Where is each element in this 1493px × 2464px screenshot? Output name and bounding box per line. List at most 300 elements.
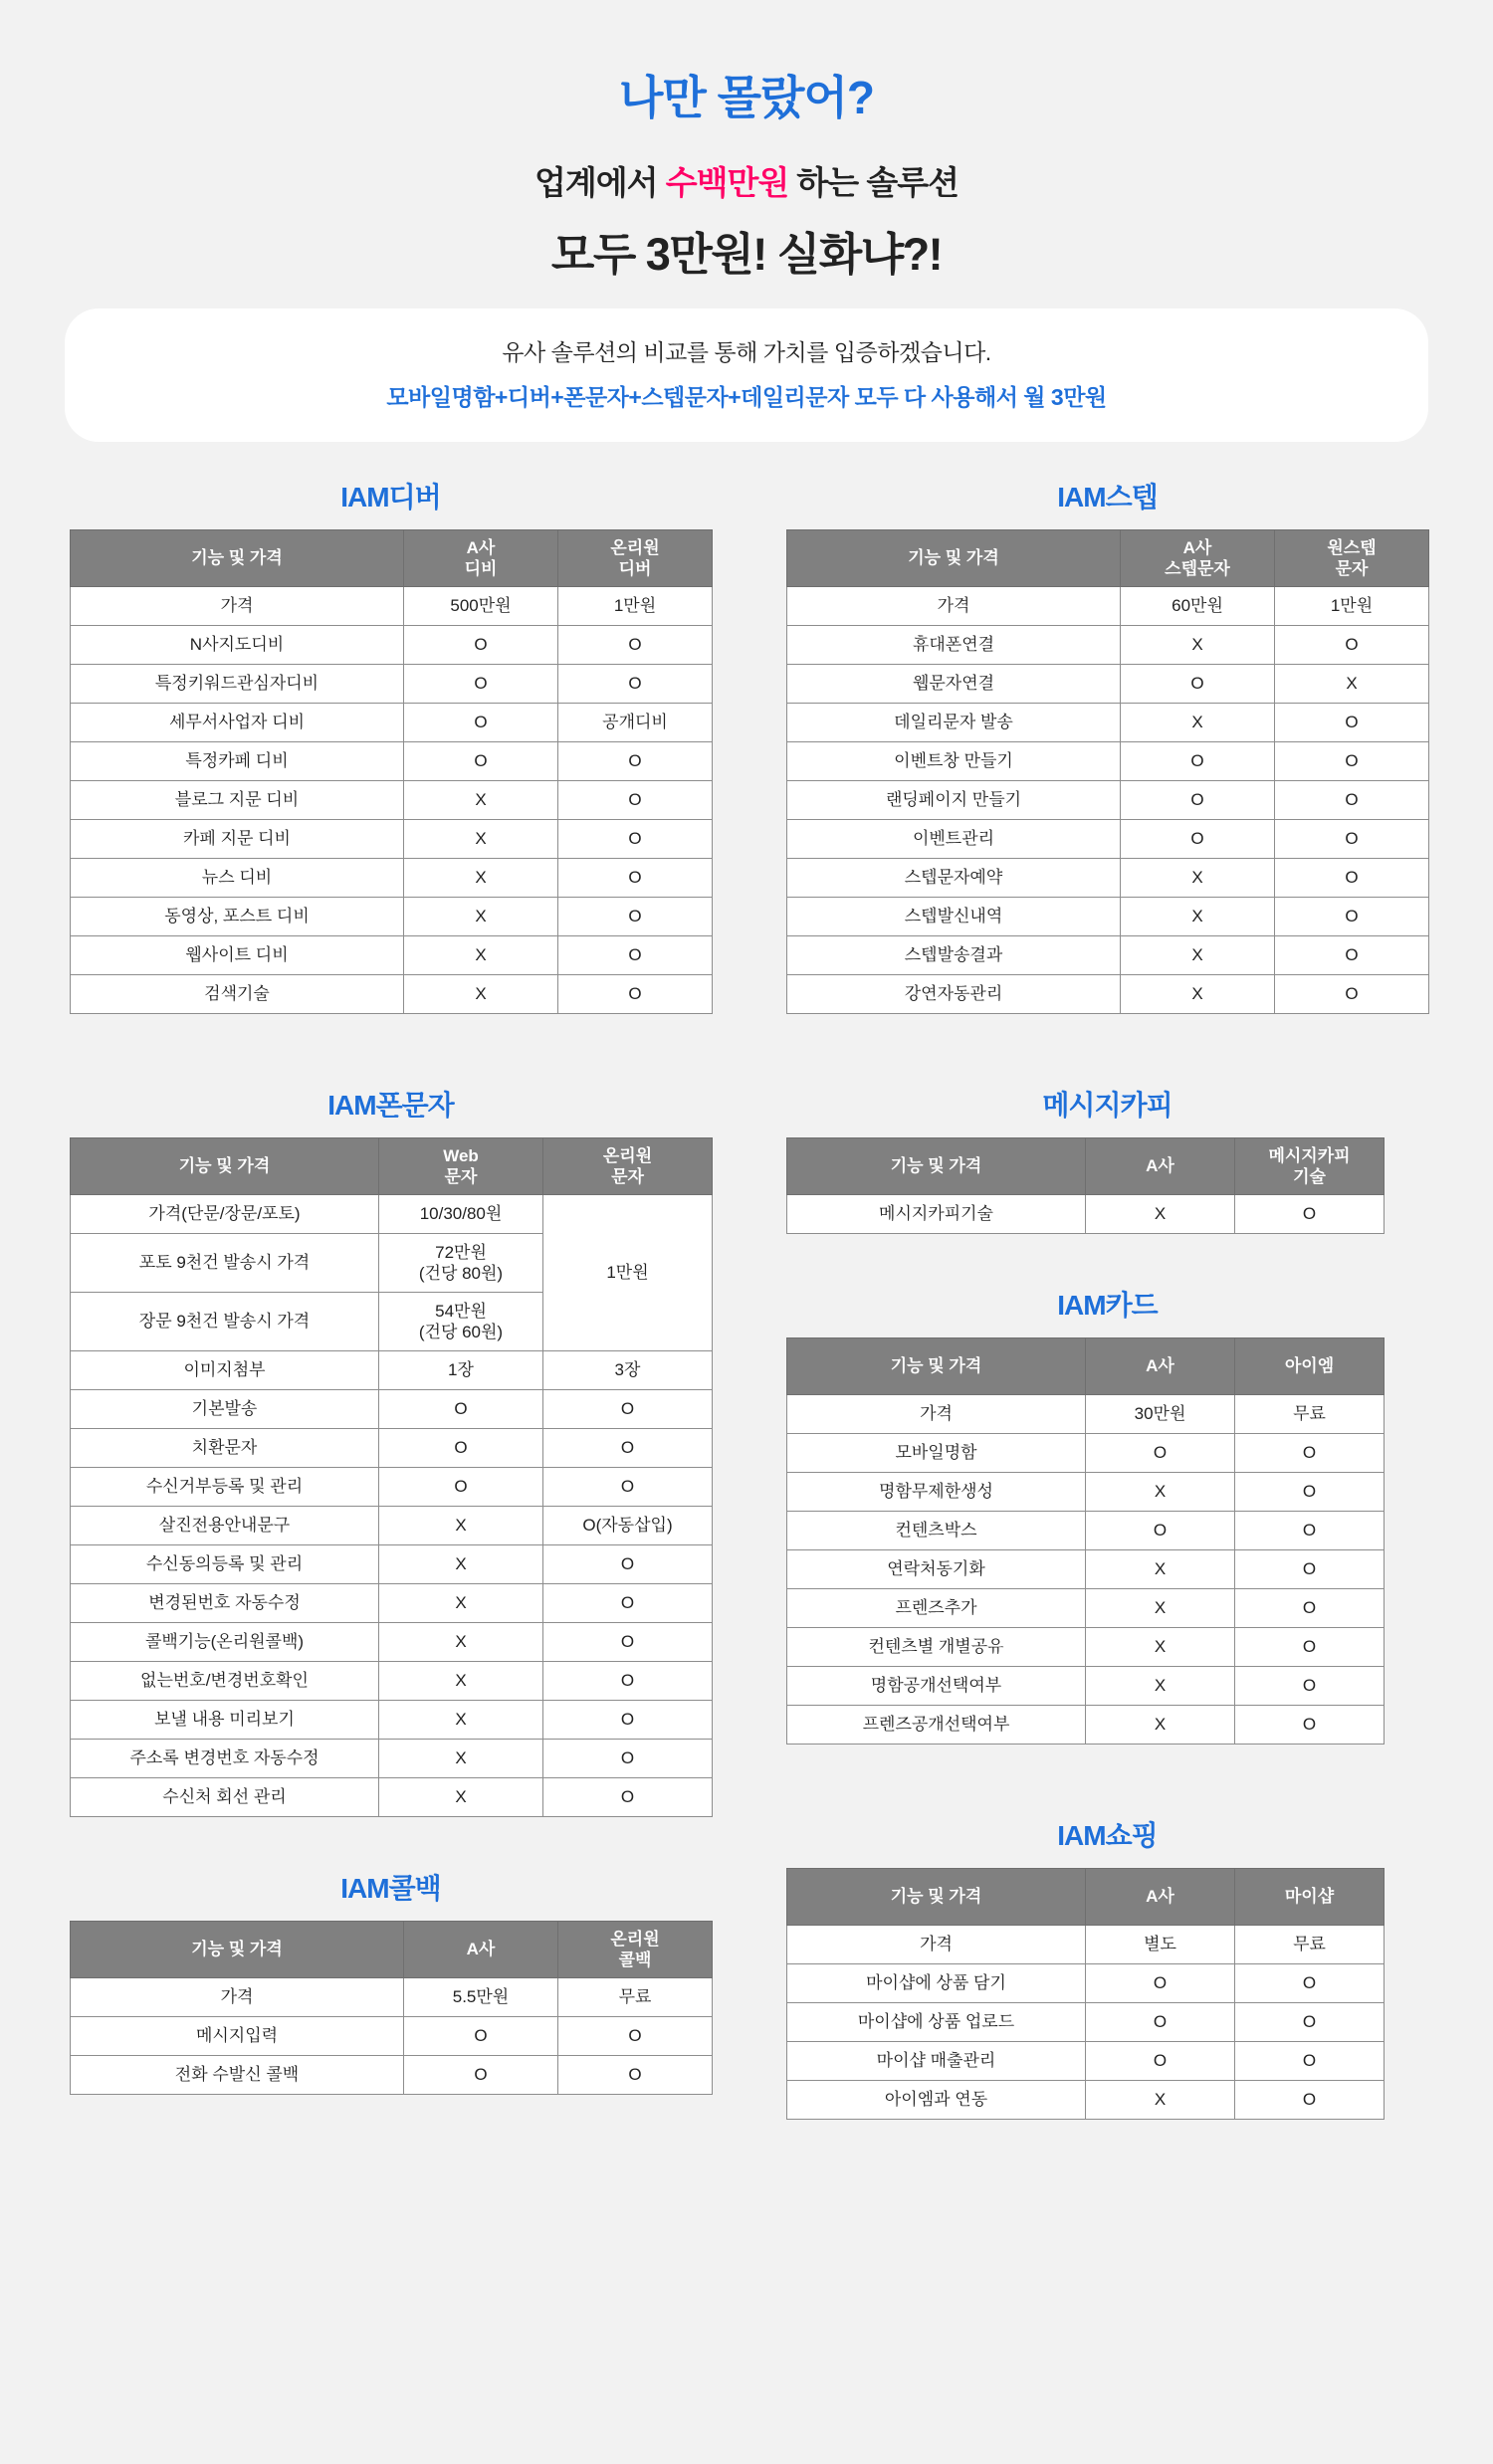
table-row — [787, 898, 1429, 936]
col-header-competitor-l2: 디비 — [464, 559, 498, 578]
col-header-feature — [787, 1338, 1086, 1395]
col-header-feature-l1: 기능 및 가격 — [890, 1156, 982, 1176]
cell-ours: O — [1235, 1195, 1385, 1234]
row-label: 가격 — [71, 1978, 404, 2017]
table-row — [787, 1195, 1385, 1234]
cell-competitor: X — [379, 1623, 543, 1662]
cell-competitor: X — [404, 820, 558, 859]
table-row — [71, 1351, 713, 1390]
table-row — [787, 781, 1429, 820]
cell-ours-merged-price: 1만원 — [543, 1195, 713, 1351]
table-row — [71, 1545, 713, 1584]
headline-secondary-pre: 업계에서 — [534, 164, 666, 201]
cell-competitor: X — [1086, 1589, 1235, 1628]
col-header-competitor-l1: A사 — [1182, 537, 1212, 557]
cell-ours: O — [558, 781, 713, 820]
cell-ours: 무료 — [558, 1978, 713, 2017]
cell-competitor: X — [379, 1740, 543, 1778]
table-row — [71, 1429, 713, 1468]
row-label: 메시지입력 — [71, 2017, 404, 2056]
row-label: 컨텐츠별 개별공유 — [787, 1628, 1086, 1667]
table-row — [71, 859, 713, 898]
row-label: 블로그 지문 디비 — [71, 781, 404, 820]
cell-ours: O — [1275, 936, 1429, 975]
row-label: N사지도디비 — [71, 626, 404, 665]
table-header-row — [71, 530, 713, 587]
col-header-feature — [787, 1138, 1086, 1195]
cell-ours: O — [558, 2017, 713, 2056]
table-row — [71, 665, 713, 704]
cell-competitor: X — [404, 898, 558, 936]
table-message-copy — [786, 1137, 1385, 1234]
row-label: 프렌즈추가 — [787, 1589, 1086, 1628]
block-title-diver: IAM디버 — [340, 482, 441, 513]
cell-competitor: O — [1086, 2003, 1235, 2042]
cell-ours: O — [558, 936, 713, 975]
cell-competitor: X — [404, 975, 558, 1014]
cell-ours: O — [558, 975, 713, 1014]
row-label: 연락처동기화 — [787, 1550, 1086, 1589]
table-row — [71, 1390, 713, 1429]
table-row — [787, 859, 1429, 898]
col-header-ours — [1235, 1138, 1385, 1195]
row-label: 없는번호/변경번호확인 — [71, 1662, 379, 1701]
col-header-ours-l1: 온리원 — [610, 1929, 660, 1949]
col-header-ours-l2: 문자 — [1335, 559, 1369, 578]
cell-competitor: O — [404, 742, 558, 781]
table-header-row — [787, 1138, 1385, 1195]
cell-competitor: O — [379, 1390, 543, 1429]
cell-ours: O — [1275, 742, 1429, 781]
row-label: 동영상, 포스트 디비 — [71, 898, 404, 936]
table-header-row — [71, 1922, 713, 1978]
cell-competitor: X — [379, 1778, 543, 1817]
row-label: 휴대폰연결 — [787, 626, 1121, 665]
cell-competitor: 별도 — [1086, 1926, 1235, 1964]
table-row — [787, 975, 1429, 1014]
cell-ours: O — [543, 1584, 713, 1623]
row-label: 이미지첨부 — [71, 1351, 379, 1390]
cell-ours: 무료 — [1235, 1395, 1385, 1434]
cell-competitor: X — [404, 859, 558, 898]
col-header-competitor-l1: Web — [443, 1145, 479, 1165]
row-label: 세무서사업자 디비 — [71, 704, 404, 742]
cell-competitor: X — [1086, 1628, 1235, 1667]
cell-competitor: X — [404, 936, 558, 975]
headline-secondary — [0, 157, 1493, 204]
block-phone — [70, 1084, 712, 1817]
cell-ours: O — [558, 2056, 713, 2095]
col-header-competitor — [404, 530, 558, 587]
row-label: 특정카페 디비 — [71, 742, 404, 781]
col-header-feature-l1: 기능 및 가격 — [890, 1887, 982, 1907]
cell-ours: O — [1235, 1628, 1385, 1667]
row-label: 마이샵에 상품 담기 — [787, 1964, 1086, 2003]
cell-ours: O — [1275, 859, 1429, 898]
table-row — [787, 1512, 1385, 1550]
table-row — [787, 2042, 1385, 2081]
cell-ours: O — [1235, 1550, 1385, 1589]
cell-ours: O — [558, 742, 713, 781]
col-header-ours — [558, 530, 713, 587]
table-phone — [70, 1137, 713, 1817]
table-row — [787, 1964, 1385, 2003]
cell-competitor: X — [1086, 1667, 1235, 1706]
table-row — [71, 626, 713, 665]
table-row — [71, 1740, 713, 1778]
col-header-ours — [543, 1138, 713, 1195]
cell-competitor: O — [1121, 665, 1275, 704]
col-header-competitor — [404, 1922, 558, 1978]
table-shop — [786, 1868, 1385, 2120]
cell-ours: O — [1235, 1434, 1385, 1473]
row-label: 스텝문자예약 — [787, 859, 1121, 898]
table-row — [787, 1473, 1385, 1512]
cell-competitor: X — [1086, 1195, 1235, 1234]
headline-tertiary: 모두 3만원! 실화냐?! — [550, 229, 943, 280]
block-callback — [70, 1867, 712, 2095]
row-label: 메시지카피기술 — [787, 1195, 1086, 1234]
row-label: 이벤트관리 — [787, 820, 1121, 859]
table-row — [71, 2017, 713, 2056]
cell-ours: O — [1235, 1589, 1385, 1628]
cell-ours: O — [543, 1468, 713, 1507]
col-header-competitor-l1: A사 — [1146, 1887, 1174, 1907]
table-row — [71, 898, 713, 936]
cell-ours: 3장 — [543, 1351, 713, 1390]
cell-competitor: O — [379, 1429, 543, 1468]
cell-competitor: O — [1086, 1512, 1235, 1550]
cell-competitor: O — [379, 1468, 543, 1507]
block-title-message-copy: 메시지카피 — [1042, 1090, 1173, 1121]
table-header-row — [787, 1869, 1385, 1926]
table-row — [71, 1701, 713, 1740]
row-label: 가격 — [787, 1395, 1086, 1434]
table-row — [71, 742, 713, 781]
cell-competitor: O — [1086, 1964, 1235, 2003]
row-label: 수신처 회선 관리 — [71, 1778, 379, 1817]
cell-competitor-l1: 54만원 — [435, 1301, 487, 1321]
row-label: 명함공개선택여부 — [787, 1667, 1086, 1706]
col-header-ours — [558, 1922, 713, 1978]
table-row — [71, 1468, 713, 1507]
row-label: 전화 수발신 콜백 — [71, 2056, 404, 2095]
cell-competitor: O — [404, 2017, 558, 2056]
headline-secondary-post: 하는 솔루션 — [788, 164, 959, 201]
table-row — [787, 742, 1429, 781]
cell-ours: O — [543, 1623, 713, 1662]
table-row — [71, 1662, 713, 1701]
cell-ours: O — [1235, 1512, 1385, 1550]
row-label: 명함무제한생성 — [787, 1473, 1086, 1512]
cell-ours: O — [1235, 1964, 1385, 2003]
cell-ours: O — [1235, 2003, 1385, 2042]
cell-ours: O — [558, 859, 713, 898]
col-header-competitor — [1086, 1869, 1235, 1926]
table-row — [787, 1550, 1385, 1589]
row-label: 카페 지문 디비 — [71, 820, 404, 859]
table-header-row — [787, 530, 1429, 587]
col-header-ours-l2: 디버 — [618, 559, 652, 578]
col-header-competitor-l2: 문자 — [444, 1167, 478, 1186]
cell-ours: O — [1275, 898, 1429, 936]
table-header-row — [71, 1138, 713, 1195]
note-line-1: 유사 솔루션의 비교를 통해 가치를 입증하겠습니다. — [502, 339, 991, 365]
cell-ours: O — [543, 1662, 713, 1701]
row-label: 랜딩페이지 만들기 — [787, 781, 1121, 820]
table-row — [71, 1778, 713, 1817]
cell-competitor: X — [404, 781, 558, 820]
row-label: 가격 — [71, 587, 404, 626]
col-header-feature — [71, 530, 404, 587]
cell-ours: O — [1275, 626, 1429, 665]
cell-competitor: O — [1121, 820, 1275, 859]
table-row — [787, 1434, 1385, 1473]
cell-ours: 1만원 — [558, 587, 713, 626]
row-label: 가격 — [787, 1926, 1086, 1964]
table-row — [71, 587, 713, 626]
block-title-phone: IAM폰문자 — [327, 1090, 454, 1121]
cell-competitor: X — [1086, 2081, 1235, 2120]
cell-competitor: O — [404, 665, 558, 704]
table-row — [787, 936, 1429, 975]
cell-competitor: X — [1086, 1550, 1235, 1589]
col-header-ours-l1: 온리원 — [610, 537, 660, 557]
col-header-feature-l1: 기능 및 가격 — [191, 1940, 283, 1959]
table-row — [71, 1507, 713, 1545]
cell-competitor: X — [1121, 898, 1275, 936]
table-row — [787, 2003, 1385, 2042]
block-diver — [70, 476, 712, 1014]
cell-competitor: X — [1121, 975, 1275, 1014]
row-label: 이벤트창 만들기 — [787, 742, 1121, 781]
cell-competitor: X — [1086, 1706, 1235, 1745]
row-label: 마이샵에 상품 업로드 — [787, 2003, 1086, 2042]
col-header-competitor — [379, 1138, 543, 1195]
row-label: 웹문자연결 — [787, 665, 1121, 704]
row-label: 콜백기능(온리원콜백) — [71, 1623, 379, 1662]
cell-ours: O — [558, 665, 713, 704]
cell-competitor: X — [379, 1701, 543, 1740]
cell-competitor: X — [379, 1507, 543, 1545]
table-row — [71, 781, 713, 820]
cell-competitor-l2: (건당 80원) — [418, 1264, 504, 1283]
cell-competitor: O — [404, 704, 558, 742]
cell-competitor: 1장 — [379, 1351, 543, 1390]
row-label: 아이엠과 연동 — [787, 2081, 1086, 2120]
cell-competitor: O — [404, 626, 558, 665]
block-title-shop: IAM쇼핑 — [1057, 1820, 1158, 1851]
table-callback — [70, 1921, 713, 2095]
col-header-feature — [787, 1869, 1086, 1926]
col-header-feature-l1: 기능 및 가격 — [178, 1156, 271, 1176]
cell-competitor: 10/30/80원 — [379, 1195, 543, 1234]
table-row — [71, 1195, 713, 1234]
cell-competitor-l1: 72만원 — [435, 1242, 487, 1262]
cell-ours: O — [1235, 1706, 1385, 1745]
cell-competitor: X — [379, 1545, 543, 1584]
col-header-ours — [1235, 1869, 1385, 1926]
table-row — [787, 1628, 1385, 1667]
row-label: 웹사이트 디비 — [71, 936, 404, 975]
row-label: 기본발송 — [71, 1390, 379, 1429]
note-box — [65, 308, 1428, 442]
cell-competitor — [379, 1234, 543, 1293]
cell-competitor: O — [404, 2056, 558, 2095]
cell-competitor: X — [1121, 936, 1275, 975]
table-row — [787, 626, 1429, 665]
table-row — [71, 2056, 713, 2095]
row-label: 모바일명함 — [787, 1434, 1086, 1473]
col-header-competitor — [1086, 1138, 1235, 1195]
cell-competitor: X — [379, 1584, 543, 1623]
headline-primary: 나만 몰랐어? — [618, 72, 875, 123]
cell-ours: X — [1275, 665, 1429, 704]
col-header-feature — [787, 530, 1121, 587]
col-header-feature-l1: 기능 및 가격 — [908, 548, 999, 568]
block-title-card: IAM카드 — [1057, 1290, 1158, 1321]
row-label: 변경된번호 자동수정 — [71, 1584, 379, 1623]
col-header-competitor-l1: A사 — [1146, 1356, 1174, 1376]
row-label: 뉴스 디비 — [71, 859, 404, 898]
left-column — [70, 476, 712, 2105]
row-label: 강연자동관리 — [787, 975, 1121, 1014]
cell-ours: O — [558, 820, 713, 859]
col-header-ours-l2: 기술 — [1293, 1167, 1326, 1186]
row-label: 데일리문자 발송 — [787, 704, 1121, 742]
col-header-feature-l1: 기능 및 가격 — [191, 548, 283, 568]
cell-competitor: 60만원 — [1121, 587, 1275, 626]
table-row — [71, 1978, 713, 2017]
table-row — [71, 820, 713, 859]
table-row — [787, 1926, 1385, 1964]
table-row — [787, 1395, 1385, 1434]
table-header-row — [787, 1338, 1385, 1395]
table-step — [786, 529, 1429, 1014]
cell-ours: O — [558, 898, 713, 936]
cell-competitor: O — [1121, 742, 1275, 781]
cell-ours: O — [1275, 820, 1429, 859]
row-label: 수신거부등록 및 관리 — [71, 1468, 379, 1507]
cell-competitor: X — [1121, 704, 1275, 742]
col-header-ours-l1: 아이엠 — [1284, 1356, 1335, 1376]
cell-ours: O — [543, 1545, 713, 1584]
cell-ours: 공개디비 — [558, 704, 713, 742]
row-label: 장문 9천건 발송시 가격 — [71, 1293, 379, 1351]
page-header — [0, 0, 1493, 442]
cell-competitor-l2: (건당 60원) — [418, 1323, 504, 1341]
row-label: 가격 — [787, 587, 1121, 626]
col-header-competitor-l1: A사 — [466, 537, 496, 557]
row-label: 마이샵 매출관리 — [787, 2042, 1086, 2081]
note-line-2: 모바일명함+디버+폰문자+스텝문자+데일리문자 모두 다 사용해서 월 3만원 — [386, 384, 1107, 410]
table-card — [786, 1337, 1385, 1745]
col-header-ours — [1275, 530, 1429, 587]
col-header-ours-l1: 온리원 — [602, 1145, 653, 1165]
table-row — [71, 1623, 713, 1662]
col-header-ours — [1235, 1338, 1385, 1395]
row-label: 치환문자 — [71, 1429, 379, 1468]
row-label: 스텝발송결과 — [787, 936, 1121, 975]
cell-competitor: O — [1086, 1434, 1235, 1473]
block-title-callback: IAM콜백 — [340, 1873, 441, 1904]
cell-ours: O — [1235, 1473, 1385, 1512]
cell-competitor: O — [1086, 2042, 1235, 2081]
table-row — [71, 975, 713, 1014]
col-header-ours-l1: 메시지카피 — [1268, 1145, 1351, 1165]
table-row — [787, 2081, 1385, 2120]
col-header-ours-l2: 문자 — [611, 1167, 644, 1186]
cell-ours: O — [1275, 704, 1429, 742]
table-row — [787, 704, 1429, 742]
cell-ours: O — [543, 1390, 713, 1429]
cell-ours: O — [1275, 975, 1429, 1014]
row-label: 살진전용안내문구 — [71, 1507, 379, 1545]
col-header-feature-l1: 기능 및 가격 — [890, 1356, 982, 1376]
cell-competitor: X — [1121, 859, 1275, 898]
row-label: 포토 9천건 발송시 가격 — [71, 1234, 379, 1293]
cell-ours: O — [543, 1778, 713, 1817]
block-shop — [786, 1814, 1428, 2120]
table-row — [787, 820, 1429, 859]
col-header-ours-l2: 콜백 — [618, 1951, 652, 1969]
block-title-step: IAM스텝 — [1057, 482, 1158, 513]
block-card — [786, 1284, 1428, 1745]
cell-ours: O — [558, 626, 713, 665]
table-row — [787, 1706, 1385, 1745]
cell-competitor: X — [379, 1662, 543, 1701]
cell-ours: O — [1275, 781, 1429, 820]
row-label: 특정키워드관심자디비 — [71, 665, 404, 704]
row-label: 주소록 변경번호 자동수정 — [71, 1740, 379, 1778]
right-column — [786, 476, 1428, 2130]
cell-competitor: X — [1086, 1473, 1235, 1512]
cell-ours: O — [543, 1429, 713, 1468]
block-message-copy — [786, 1084, 1428, 1234]
block-step — [786, 476, 1428, 1014]
cell-competitor — [379, 1293, 543, 1351]
table-row — [71, 1584, 713, 1623]
table-row — [71, 704, 713, 742]
cell-ours: 무료 — [1235, 1926, 1385, 1964]
cell-competitor: 5.5만원 — [404, 1978, 558, 2017]
row-label: 프렌즈공개선택여부 — [787, 1706, 1086, 1745]
cell-ours: O — [1235, 2042, 1385, 2081]
table-row — [787, 1667, 1385, 1706]
row-label: 수신동의등록 및 관리 — [71, 1545, 379, 1584]
col-header-competitor-l1: A사 — [1146, 1156, 1174, 1176]
row-label: 컨텐츠박스 — [787, 1512, 1086, 1550]
col-header-ours-l1: 마이샵 — [1284, 1887, 1335, 1907]
cell-ours: O — [1235, 1667, 1385, 1706]
col-header-competitor — [1086, 1338, 1235, 1395]
headline-secondary-highlight: 수백만원 — [665, 164, 789, 201]
table-row — [787, 665, 1429, 704]
row-label: 보낼 내용 미리보기 — [71, 1701, 379, 1740]
col-header-feature — [71, 1138, 379, 1195]
cell-competitor: 500만원 — [404, 587, 558, 626]
cell-ours: O — [543, 1740, 713, 1778]
row-label: 가격(단문/장문/포토) — [71, 1195, 379, 1234]
col-header-feature — [71, 1922, 404, 1978]
col-header-ours-l1: 원스텝 — [1327, 537, 1377, 557]
cell-ours: O — [1235, 2081, 1385, 2120]
cell-ours: 1만원 — [1275, 587, 1429, 626]
cell-ours: O(자동삽입) — [543, 1507, 713, 1545]
row-label: 스텝발신내역 — [787, 898, 1121, 936]
table-row — [71, 936, 713, 975]
col-header-competitor — [1121, 530, 1275, 587]
